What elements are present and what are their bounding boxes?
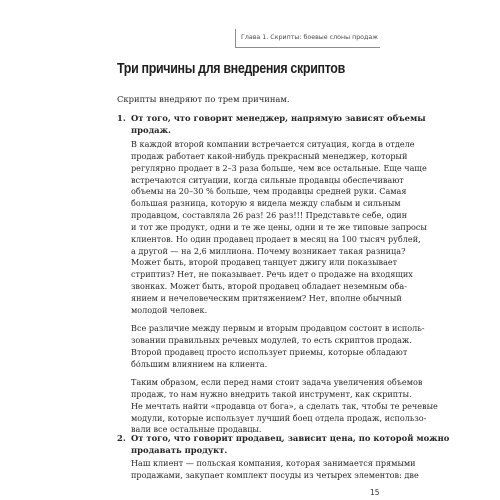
text-line: Не мечтать найти «продавца от бога», а сделать так, чтобы те речевые xyxy=(131,400,438,411)
text-line: Наш клиент — польская компания, которая занимается прямыми xyxy=(131,458,416,468)
heading-line: продаж. xyxy=(131,125,171,135)
text-line: продаж, то нам нужно внедрить такой инструмент, как скрипты. xyxy=(131,388,412,399)
text-line: большая разница, которую я видела между слабым и сильным xyxy=(131,198,401,209)
list-number: 1. xyxy=(117,113,126,123)
heading-line: От того, что говорит продавец, зависит цена, по которой можно xyxy=(131,433,450,443)
text-line: и тот же продукт, одни и те же цены, одни и те же типовые запросы xyxy=(131,221,427,232)
text-line: стриптиз? Нет, не показывает. Речь идет о продаже на входящих xyxy=(131,269,413,280)
text-line: зовании правильных речевых модулей, то есть скриптов продаж. xyxy=(131,334,412,345)
intro-paragraph: Скрипты внедряют по трем причинам. xyxy=(117,94,290,104)
paragraph-4 xyxy=(131,458,419,482)
text-line: В каждой второй компании встречается ситуация, когда в отделе xyxy=(131,139,415,149)
running-head: Глава 1. Скрипты: боевые слоны продаж xyxy=(235,29,380,48)
text-line: клиентов. Но один продавец продает в месяц на 100 тысяч рублей, xyxy=(131,233,421,244)
paragraph-1 xyxy=(131,139,427,317)
list-number: 2. xyxy=(117,433,126,443)
text-line: Второй продавец просто использует приемы, которые обладают xyxy=(131,346,408,357)
text-line: а другой — на 2,6 миллиона. Почему возникает такая разница? xyxy=(131,245,406,256)
page-number: 15 xyxy=(370,488,380,497)
text-line: продаж работает какой-нибудь прекрасный менеджер, который xyxy=(131,150,408,161)
text-line: бо́льшим влиянием на клиента. xyxy=(131,358,268,369)
text-line: Все различие между первым и вторым продавцом состоит в исполь- xyxy=(131,323,425,333)
text-line: Таким образом, если перед нами стоит задача увеличения объемов xyxy=(131,377,423,387)
heading-line: От того, что говорит менеджер, напрямую зависят объемы xyxy=(131,113,426,123)
section-title: Три причины для внедрения скриптов xyxy=(117,61,345,77)
paragraph-3 xyxy=(131,377,438,436)
text-line: регулярно продает в 2–3 раза больше, чем все остальные. Еще чаще xyxy=(131,162,427,173)
text-line: модули, которые использует лучший боец отдела продаж, использо- xyxy=(131,412,427,423)
text-line: вали все остальные продавцы. xyxy=(131,424,262,435)
text-line: звонках. Может быть, второй продавец обладает неземным оба- xyxy=(131,281,407,292)
text-line: объемы на 20–30 % больше, чем продавцы средней руки. Самая xyxy=(131,186,407,197)
text-line: янием и нечеловеческим притяжением? Нет, вполне обычный xyxy=(131,292,402,303)
text-line: молодой человек. xyxy=(131,304,208,315)
list-item-1-heading xyxy=(117,112,426,136)
heading-line: продавать продукт. xyxy=(131,445,228,455)
text-line: Может быть, второй продавец танцует джигу или показывает xyxy=(131,257,398,268)
text-line: продажами, закупает комплект посуды из четырех элементов: две xyxy=(131,469,419,480)
text-line: продавцом, составляла 26 раз! 26 раз!!! Представьте себе, один xyxy=(131,210,408,221)
paragraph-2 xyxy=(131,323,425,370)
text-line: встречаются ситуации, когда сильные продавцы обеспечивают xyxy=(131,174,404,185)
list-item-2-heading xyxy=(117,432,450,456)
